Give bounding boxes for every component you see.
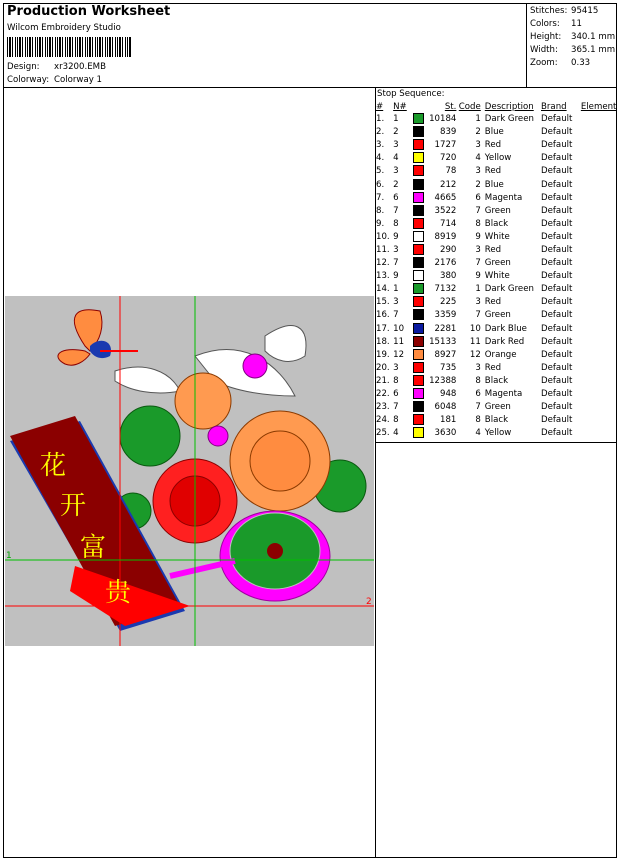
row-brand: Default xyxy=(541,402,573,413)
row-index: 8. xyxy=(376,205,385,216)
row-index: 16. xyxy=(376,310,390,321)
row-needle: 7 xyxy=(393,205,399,216)
row-element xyxy=(581,152,620,165)
table-row xyxy=(376,205,620,218)
row-index: 3. xyxy=(376,140,385,151)
row-code: 1 xyxy=(475,114,481,125)
row-code: 7 xyxy=(475,205,481,216)
row-code: 2 xyxy=(475,127,481,138)
row-element xyxy=(581,427,620,440)
row-description: Black xyxy=(484,375,509,386)
row-element xyxy=(581,309,620,322)
row-needle: 8 xyxy=(393,415,399,426)
table-header-row xyxy=(376,101,620,113)
row-element xyxy=(581,205,620,218)
design-stats xyxy=(530,5,616,70)
row-needle: 7 xyxy=(393,310,399,321)
row-index: 11. xyxy=(376,244,390,255)
row-description: White xyxy=(484,231,510,242)
row-description: Magenta xyxy=(484,389,523,400)
row-element xyxy=(581,323,620,336)
row-element xyxy=(581,349,620,362)
header-rule xyxy=(3,87,617,88)
row-needle: 3 xyxy=(393,297,399,308)
row-brand: Default xyxy=(541,153,573,164)
row-description: Dark Red xyxy=(484,336,525,347)
row-stitches: 225 xyxy=(440,297,457,308)
row-element xyxy=(581,362,620,375)
row-needle: 8 xyxy=(393,375,399,386)
row-element xyxy=(581,270,620,283)
stat-width: Width: 365.1 mm xyxy=(530,45,616,55)
row-swatch xyxy=(407,309,424,322)
row-brand: Default xyxy=(541,205,573,216)
orange-flower-top xyxy=(175,373,231,429)
row-swatch xyxy=(407,231,424,244)
row-stitches: 8919 xyxy=(434,231,457,242)
row-element xyxy=(581,375,620,388)
row-brand: Default xyxy=(541,362,573,373)
banner-char-4: 贵 xyxy=(105,578,132,608)
row-brand: Default xyxy=(541,127,573,138)
col-element: Element xyxy=(580,102,617,112)
row-element xyxy=(581,336,620,349)
color-swatch xyxy=(413,218,424,229)
row-description: Dark Green xyxy=(484,114,534,125)
row-index: 25. xyxy=(376,428,390,439)
row-needle: 9 xyxy=(393,271,399,282)
row-index: 23. xyxy=(376,402,390,413)
row-index: 18. xyxy=(376,336,390,347)
row-index: 2. xyxy=(376,127,385,138)
row-stitches: 714 xyxy=(440,218,457,229)
row-stitches: 2176 xyxy=(434,258,457,269)
row-description: Dark Blue xyxy=(484,323,527,334)
row-code: 12 xyxy=(469,349,481,360)
row-code: 7 xyxy=(475,310,481,321)
row-needle: 4 xyxy=(393,153,399,164)
row-element xyxy=(581,388,620,401)
row-code: 8 xyxy=(475,218,481,229)
row-code: 6 xyxy=(475,192,481,203)
colorway-label: Colorway: xyxy=(7,75,50,85)
row-brand: Default xyxy=(541,258,573,269)
table-row xyxy=(376,323,620,336)
row-brand: Default xyxy=(541,271,573,282)
row-code: 10 xyxy=(469,323,481,334)
row-brand: Default xyxy=(541,192,573,203)
row-brand: Default xyxy=(541,349,573,360)
row-needle: 3 xyxy=(393,166,399,177)
row-brand: Default xyxy=(541,415,573,426)
row-index: 10. xyxy=(376,231,390,242)
table-row xyxy=(376,336,620,349)
table-row xyxy=(376,283,620,296)
row-index: 6. xyxy=(376,179,385,190)
row-swatch xyxy=(407,323,424,336)
barcode xyxy=(7,37,132,57)
row-index: 13. xyxy=(376,271,390,282)
row-swatch xyxy=(407,152,424,165)
row-index: 12. xyxy=(376,258,390,269)
row-swatch xyxy=(407,126,424,139)
row-code: 11 xyxy=(469,336,481,347)
stat-height: Height: 340.1 mm xyxy=(530,32,616,42)
row-element xyxy=(581,113,620,126)
row-element xyxy=(581,401,620,414)
row-brand: Default xyxy=(541,375,573,386)
row-code: 3 xyxy=(475,140,481,151)
row-code: 9 xyxy=(475,231,481,242)
color-swatch xyxy=(413,296,424,307)
row-index: 21. xyxy=(376,375,390,386)
table-row xyxy=(376,388,620,401)
row-brand: Default xyxy=(541,297,573,308)
row-needle: 12 xyxy=(393,349,405,360)
stat-stitches: Stitches: 95415 xyxy=(530,6,599,16)
stat-zoom: Zoom: 0.33 xyxy=(530,58,591,68)
row-swatch xyxy=(407,139,424,152)
guide-marker-2: 2 xyxy=(366,597,372,607)
row-stitches: 8927 xyxy=(434,349,457,360)
row-code: 1 xyxy=(475,284,481,295)
row-code: 6 xyxy=(475,389,481,400)
row-brand: Default xyxy=(541,336,573,347)
row-swatch xyxy=(407,296,424,309)
row-index: 1. xyxy=(376,114,385,125)
col-index: # xyxy=(376,102,384,112)
row-index: 7. xyxy=(376,192,385,203)
row-needle: 6 xyxy=(393,192,399,203)
row-code: 7 xyxy=(475,258,481,269)
row-description: Green xyxy=(484,310,511,321)
row-stitches: 7132 xyxy=(434,284,457,295)
color-swatch xyxy=(413,257,424,268)
color-swatch xyxy=(413,323,424,334)
row-stitches: 10184 xyxy=(429,114,457,125)
row-index: 24. xyxy=(376,415,390,426)
row-brand: Default xyxy=(541,389,573,400)
row-element xyxy=(581,165,620,178)
row-swatch xyxy=(407,192,424,205)
row-needle: 9 xyxy=(393,231,399,242)
row-needle: 11 xyxy=(393,336,405,347)
guide-marker-1: 1 xyxy=(6,551,12,561)
table-row xyxy=(376,218,620,231)
row-needle: 2 xyxy=(393,179,399,190)
row-swatch xyxy=(407,427,424,440)
row-stitches: 948 xyxy=(440,389,457,400)
row-swatch xyxy=(407,375,424,388)
row-description: Green xyxy=(484,402,511,413)
row-swatch xyxy=(407,388,424,401)
col-brand: Brand xyxy=(541,102,567,112)
row-brand: Default xyxy=(541,114,573,125)
row-stitches: 15133 xyxy=(429,336,457,347)
embroidery-artwork xyxy=(5,296,374,646)
color-swatch xyxy=(413,401,424,412)
row-description: Red xyxy=(484,166,502,177)
row-needle: 7 xyxy=(393,402,399,413)
colorway-value: Colorway 1 xyxy=(54,75,103,85)
row-stitches: 2281 xyxy=(434,323,457,334)
color-swatch xyxy=(413,244,424,255)
stop-sequence-table xyxy=(376,101,620,440)
row-element xyxy=(581,283,620,296)
row-swatch xyxy=(407,257,424,270)
row-needle: 4 xyxy=(393,428,399,439)
color-swatch xyxy=(413,126,424,137)
row-description: Black xyxy=(484,218,509,229)
col-description: Description xyxy=(484,102,534,112)
row-index: 14. xyxy=(376,284,390,295)
col-needle: N# xyxy=(393,102,407,112)
row-element xyxy=(581,139,620,152)
color-swatch xyxy=(413,270,424,281)
row-stitches: 212 xyxy=(440,179,457,190)
row-swatch xyxy=(407,349,424,362)
table-row xyxy=(376,296,620,309)
row-element xyxy=(581,257,620,270)
row-swatch xyxy=(407,165,424,178)
table-row xyxy=(376,309,620,322)
row-stitches: 290 xyxy=(440,244,457,255)
table-row xyxy=(376,126,620,139)
row-brand: Default xyxy=(541,231,573,242)
row-needle: 3 xyxy=(393,362,399,373)
row-code: 4 xyxy=(475,153,481,164)
table-row xyxy=(376,270,620,283)
stop-sequence-heading: Stop Sequence: xyxy=(377,89,445,99)
row-brand: Default xyxy=(541,244,573,255)
row-code: 9 xyxy=(475,271,481,282)
table-row xyxy=(376,401,620,414)
color-swatch xyxy=(413,388,424,399)
color-swatch xyxy=(413,231,424,242)
row-needle: 1 xyxy=(393,284,399,295)
table-row xyxy=(376,375,620,388)
row-index: 9. xyxy=(376,218,385,229)
color-swatch xyxy=(413,192,424,203)
row-stitches: 78 xyxy=(445,166,457,177)
color-swatch xyxy=(413,283,424,294)
row-description: Yellow xyxy=(484,428,512,439)
row-description: Green xyxy=(484,258,511,269)
row-stitches: 1727 xyxy=(434,140,457,151)
table-row xyxy=(376,414,620,427)
row-index: 22. xyxy=(376,389,390,400)
row-brand: Default xyxy=(541,166,573,177)
row-needle: 8 xyxy=(393,218,399,229)
row-element xyxy=(581,218,620,231)
table-row xyxy=(376,349,620,362)
page-title: Production Worksheet xyxy=(7,4,171,19)
row-swatch xyxy=(407,270,424,283)
color-swatch xyxy=(413,139,424,150)
row-stitches: 6048 xyxy=(434,402,457,413)
col-code: Code xyxy=(458,102,481,112)
row-code: 7 xyxy=(475,402,481,413)
row-element xyxy=(581,414,620,427)
row-needle: 7 xyxy=(393,258,399,269)
table-row xyxy=(376,113,620,126)
row-element xyxy=(581,192,620,205)
row-brand: Default xyxy=(541,310,573,321)
color-swatch xyxy=(413,205,424,216)
color-swatch xyxy=(413,427,424,438)
row-element xyxy=(581,244,620,257)
table-row xyxy=(376,152,620,165)
design-preview xyxy=(5,296,374,646)
row-index: 5. xyxy=(376,166,385,177)
row-swatch xyxy=(407,113,424,126)
color-swatch xyxy=(413,414,424,425)
table-row xyxy=(376,362,620,375)
row-needle: 3 xyxy=(393,140,399,151)
row-index: 19. xyxy=(376,349,390,360)
row-description: Red xyxy=(484,140,502,151)
row-element xyxy=(581,296,620,309)
row-stitches: 720 xyxy=(440,153,457,164)
row-code: 3 xyxy=(475,166,481,177)
table-row xyxy=(376,192,620,205)
row-description: Green xyxy=(484,205,511,216)
color-swatch xyxy=(413,349,424,360)
table-row xyxy=(376,244,620,257)
row-code: 2 xyxy=(475,179,481,190)
row-stitches: 3630 xyxy=(434,428,457,439)
row-brand: Default xyxy=(541,140,573,151)
banner-char-1: 花 xyxy=(40,451,67,481)
row-stitches: 735 xyxy=(440,362,457,373)
row-element xyxy=(581,178,620,191)
row-index: 20. xyxy=(376,362,390,373)
row-description: Blue xyxy=(484,127,504,138)
row-swatch xyxy=(407,244,424,257)
software-name: Wilcom Embroidery Studio xyxy=(7,23,121,33)
color-swatch xyxy=(413,152,424,163)
col-swatch xyxy=(407,101,424,113)
row-description: White xyxy=(484,271,510,282)
row-code: 4 xyxy=(475,428,481,439)
table-row xyxy=(376,257,620,270)
design-label: Design: xyxy=(7,62,40,72)
row-index: 4. xyxy=(376,153,385,164)
row-swatch xyxy=(407,218,424,231)
butterfly xyxy=(58,310,138,365)
header-divider xyxy=(526,3,527,88)
banner-char-2: 开 xyxy=(60,491,87,521)
row-description: Red xyxy=(484,362,502,373)
row-stitches: 3359 xyxy=(434,310,457,321)
banner-char-3: 富 xyxy=(80,533,107,563)
row-swatch xyxy=(407,178,424,191)
row-code: 3 xyxy=(475,244,481,255)
green-flower-left xyxy=(120,406,180,466)
table-row xyxy=(376,427,620,440)
row-stitches: 839 xyxy=(440,127,457,138)
row-swatch xyxy=(407,336,424,349)
row-brand: Default xyxy=(541,218,573,229)
sequence-bottom-rule xyxy=(375,442,617,443)
row-stitches: 3522 xyxy=(434,205,457,216)
row-brand: Default xyxy=(541,428,573,439)
row-needle: 3 xyxy=(393,244,399,255)
row-stitches: 181 xyxy=(440,415,457,426)
col-stitches: St. xyxy=(444,102,457,112)
color-swatch xyxy=(413,375,424,386)
row-code: 8 xyxy=(475,375,481,386)
table-row xyxy=(376,231,620,244)
table-row xyxy=(376,165,620,178)
color-swatch xyxy=(413,179,424,190)
color-swatch xyxy=(413,165,424,176)
row-description: Blue xyxy=(484,179,504,190)
color-swatch xyxy=(413,336,424,347)
row-swatch xyxy=(407,401,424,414)
row-stitches: 12388 xyxy=(429,375,457,386)
row-swatch xyxy=(407,414,424,427)
row-stitches: 380 xyxy=(440,271,457,282)
row-stitches: 4665 xyxy=(434,192,457,203)
row-element xyxy=(581,231,620,244)
row-description: Yellow xyxy=(484,153,512,164)
color-swatch xyxy=(413,113,424,124)
row-index: 15. xyxy=(376,297,390,308)
table-row xyxy=(376,178,620,191)
stat-colors: Colors: 11 xyxy=(530,19,582,29)
row-element xyxy=(581,126,620,139)
row-description: Orange xyxy=(484,349,517,360)
row-code: 3 xyxy=(475,362,481,373)
row-description: Magenta xyxy=(484,192,523,203)
color-swatch xyxy=(413,309,424,320)
row-needle: 1 xyxy=(393,114,399,125)
table-row xyxy=(376,139,620,152)
row-swatch xyxy=(407,205,424,218)
row-brand: Default xyxy=(541,179,573,190)
row-description: Red xyxy=(484,297,502,308)
row-needle: 2 xyxy=(393,127,399,138)
row-code: 8 xyxy=(475,415,481,426)
row-swatch xyxy=(407,362,424,375)
row-description: Red xyxy=(484,244,502,255)
row-index: 17. xyxy=(376,323,390,334)
color-swatch xyxy=(413,362,424,373)
row-description: Black xyxy=(484,415,509,426)
row-description: Dark Green xyxy=(484,284,534,295)
row-swatch xyxy=(407,283,424,296)
row-brand: Default xyxy=(541,323,573,334)
row-code: 3 xyxy=(475,297,481,308)
design-value: xr3200.EMB xyxy=(54,62,106,72)
row-brand: Default xyxy=(541,284,573,295)
row-needle: 10 xyxy=(393,323,405,334)
row-needle: 6 xyxy=(393,389,399,400)
